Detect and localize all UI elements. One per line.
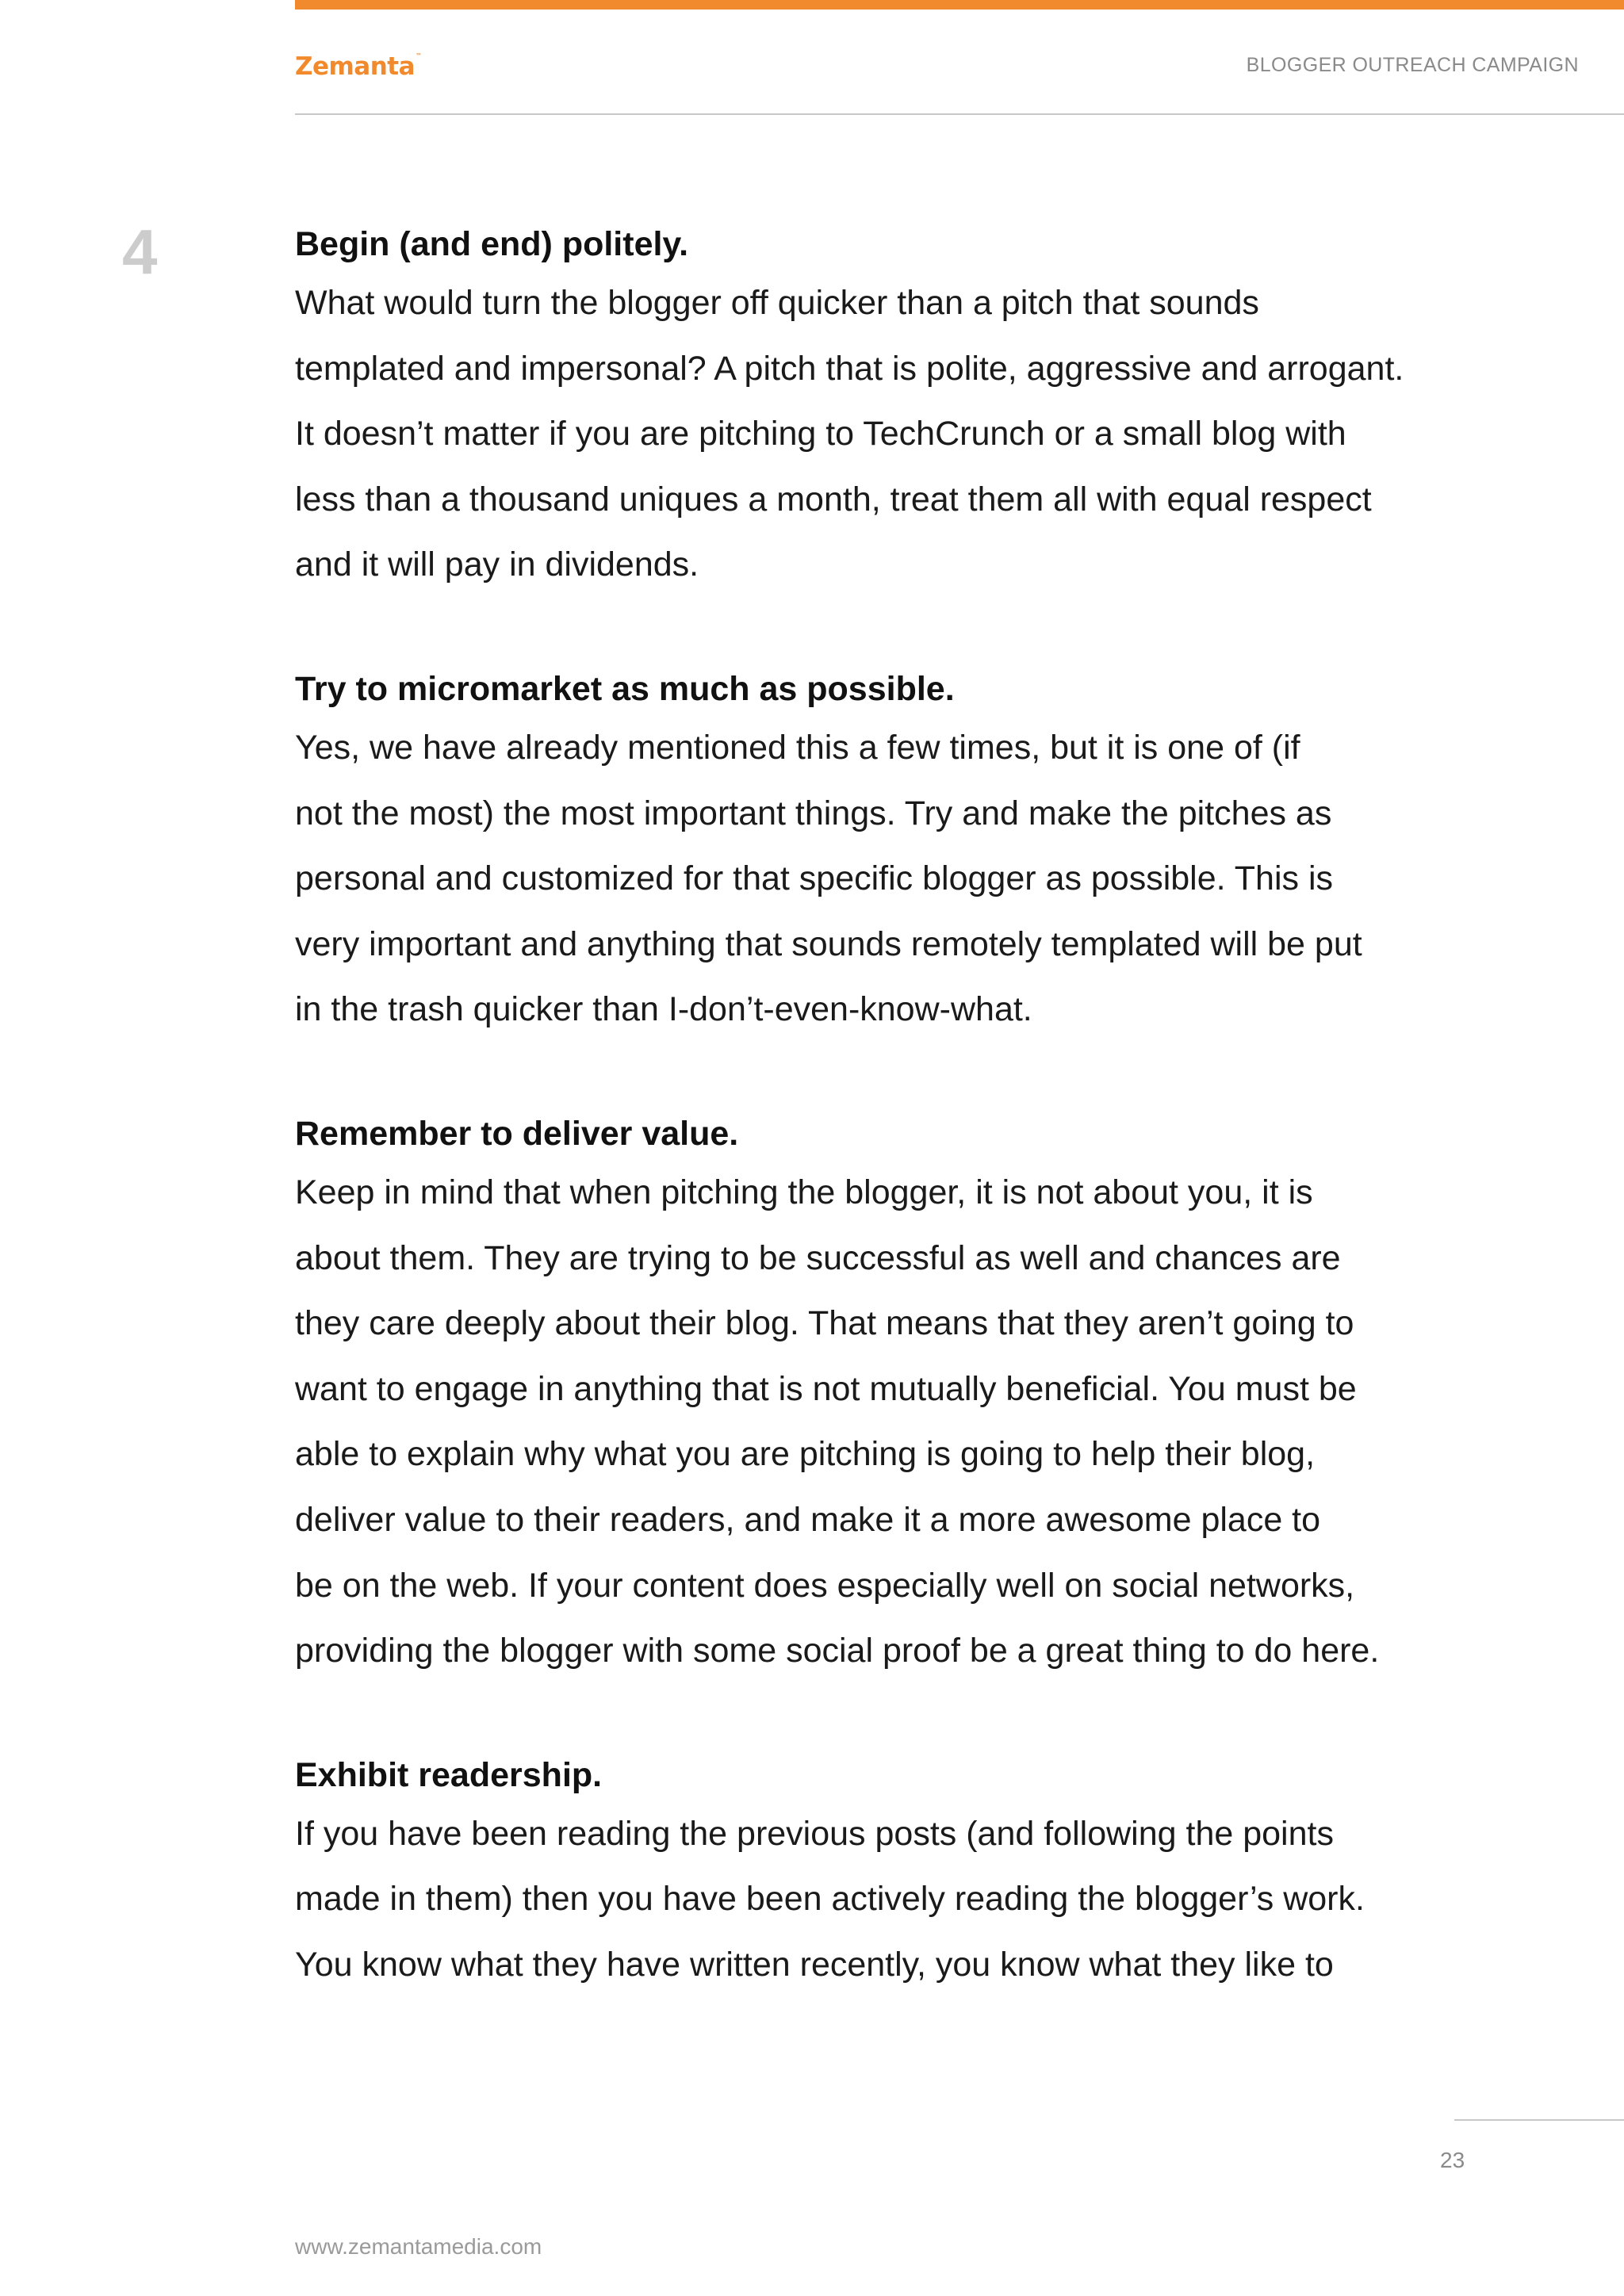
body-line: personal and customized for that specific blogger as possible. This is: [295, 859, 1334, 898]
body-line: You know what they have written recently, you know what they like to: [295, 1945, 1334, 1984]
section-body: [295, 1801, 1580, 1998]
body-line: templated and impersonal? A pitch that is polite, aggressive and arrogant.: [295, 349, 1404, 388]
body-line: Yes, we have already mentioned this a few times, but it is one of (if: [295, 728, 1300, 767]
section-body: [295, 270, 1580, 598]
body-line: It doesn’t matter if you are pitching to TechCrunch or a small blog with: [295, 415, 1346, 453]
body-line: be on the web. If your content does especially well on social networks,: [295, 1566, 1355, 1605]
body-line: deliver value to their readers, and make it a more awesome place to: [295, 1500, 1321, 1539]
section-heading: Remember to deliver value.: [295, 1114, 739, 1153]
top-accent-bar: [295, 0, 1624, 10]
body-line: and it will pay in dividends.: [295, 545, 699, 584]
main-content: [295, 218, 1580, 2062]
section-deliver-value: [295, 1108, 1580, 1684]
body-line: in the trash quicker than I-don’t-even-know-what.: [295, 990, 1032, 1029]
body-line: want to engage in anything that is not mutually beneficial. You must be: [295, 1369, 1357, 1408]
step-number: 4: [122, 216, 158, 287]
logo-text: Zemanta: [295, 52, 416, 81]
section-heading: Try to micromarket as much as possible.: [295, 669, 955, 708]
body-line: less than a thousand uniques a month, treat them all with equal respect: [295, 480, 1372, 519]
section-heading: Exhibit readership.: [295, 1755, 603, 1794]
body-line: able to explain why what you are pitching is going to help their blog,: [295, 1435, 1316, 1474]
body-line: If you have been reading the previous posts (and following the points: [295, 1814, 1334, 1853]
body-line: What would turn the blogger off quicker than a pitch that sounds: [295, 284, 1259, 322]
section-exhibit-readership: [295, 1749, 1580, 1998]
section-heading: Begin (and end) politely.: [295, 225, 689, 263]
zemanta-logo: [295, 52, 422, 81]
section-body: [295, 1160, 1580, 1684]
body-line: they care deeply about their blog. That means that they aren’t going to: [295, 1304, 1354, 1343]
body-line: Keep in mind that when pitching the blogger, it is not about you, it is: [295, 1173, 1313, 1211]
document-title: BLOGGER OUTREACH CAMPAIGN: [1246, 54, 1579, 76]
footer-divider: [1454, 2119, 1624, 2121]
body-line: very important and anything that sounds remotely templated will be put: [295, 924, 1362, 963]
section-body: [295, 715, 1580, 1043]
header-divider: [295, 113, 1624, 115]
footer-url: www.zemantamedia.com: [295, 2234, 542, 2259]
body-line: providing the blogger with some social proof be a great thing to do here.: [295, 1632, 1380, 1670]
page-number: 23: [1440, 2148, 1465, 2172]
body-line: made in them) then you have been actively reading the blogger’s work.: [295, 1880, 1365, 1919]
section-begin-politely: [295, 218, 1580, 598]
body-line: not the most) the most important things. Try and make the pitches as: [295, 794, 1332, 832]
body-line: about them. They are trying to be successful as well and chances are: [295, 1238, 1341, 1277]
section-micromarket: [295, 663, 1580, 1043]
logo-trademark: ™: [416, 52, 422, 59]
